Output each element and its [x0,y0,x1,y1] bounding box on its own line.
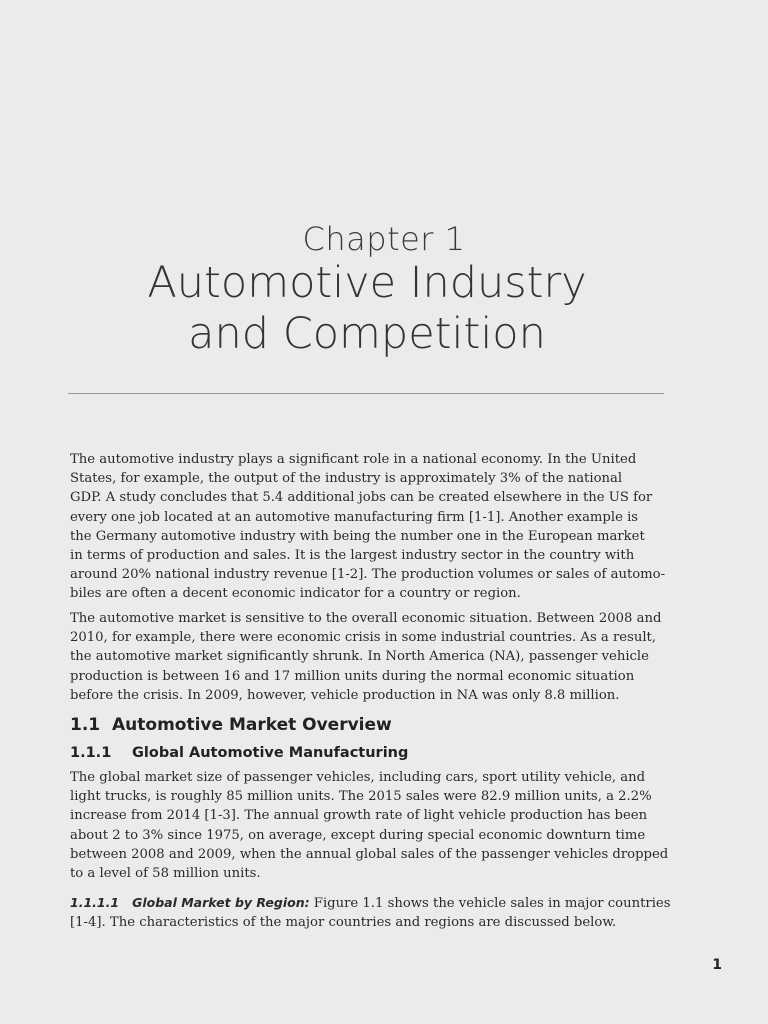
text-line: between 2008 and 2009, when the annual global sales of the passenger vehicles dropped [70,846,669,862]
text-line: around 20% national industry revenue [1-2]. The production volumes or sales of automo- [70,567,666,583]
text-line: The automotive industry plays a significant role in a national economy. In the United [70,452,637,467]
section-heading-1-1 [70,715,392,735]
intro-paragraph-2 [70,609,670,705]
title-divider [68,393,664,394]
section-title: Automotive Market Overview [112,715,392,735]
global-manufacturing-paragraph [70,768,670,883]
text-line: the Germany automotive industry with being the number one in the European market [70,528,645,544]
text-line: The global market size of passenger vehicles, including cars, sport utility vehicle, and [70,770,646,785]
text-line: to a level of 58 million units. [70,866,261,882]
text-line: GDP. A study concludes that 5.4 additional jobs can be created elsewhere in the US for [70,490,653,506]
text-line: States, for example, the output of the industry is approximately 3% of the national [70,471,623,487]
text-line: before the crisis. In 2009, however, vehicle production in NA was only 8.8 million. [70,687,620,703]
text-line: increase from 2014 [1-3]. The annual growth rate of light vehicle production has been [70,808,648,824]
section-heading-1-1-1 [70,745,408,761]
chapter-label: Chapter 1 [302,220,466,258]
text-line: about 2 to 3% since 1975, on average, except during special economic downturn time [70,827,646,843]
inline-heading: 1.1.1.1 Global Market by Region: [70,895,310,910]
text-line: [1-4]. The characteristics of the major countries and regions are discussed below. [70,915,617,931]
text-line: light trucks, is roughly 85 million units. The 2015 sales were 82.9 million units, a 2.2% [70,789,652,805]
global-market-by-region-paragraph [70,893,670,932]
text-line: in terms of production and sales. It is the largest industry sector in the country with [70,548,635,564]
text-line: 2010, for example, there were economic crisis in some industrial countries. As a result, [70,630,657,646]
subsection-number: 1.1.1 [70,745,112,761]
chapter-title-line-2: and Competition [188,309,546,359]
text-line: the automotive market significantly shrunk. In North America (NA), passenger vehicle [70,649,649,665]
page-number: 1 [712,957,722,973]
chapter-title-line-1: Automotive Industry [147,258,587,308]
intro-paragraph-1 [70,450,670,604]
subsection-title: Global Automotive Manufacturing [132,745,409,761]
text-line: The automotive market is sensitive to the overall economic situation. Between 2008 and [70,611,662,626]
text-line [70,893,670,913]
chapter-title [0,258,734,360]
section-number: 1.1 [70,715,101,735]
text-line: production is between 16 and 17 million units during the normal economic situation [70,668,635,684]
text-line: every one job located at an automotive manufacturing firm [1-1]. Another example is [70,509,639,525]
text-line: biles are often a decent economic indicator for a country or region. [70,586,521,602]
inline-text: Figure 1.1 shows the vehicle sales in major countries [309,896,671,911]
